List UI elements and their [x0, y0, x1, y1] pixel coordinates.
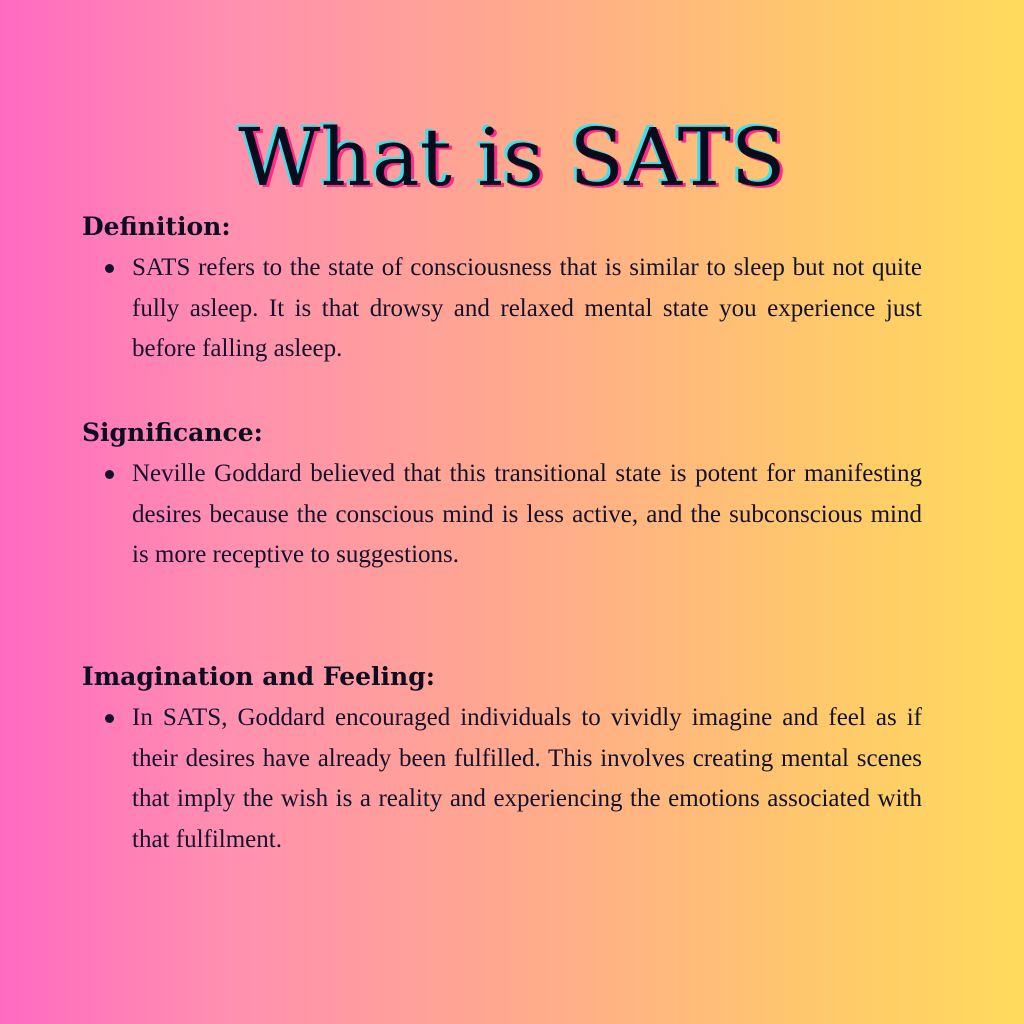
bullet-text: In SATS, Goddard encouraged individuals to vividly imagine and feel as if their desires have already been fulfilled. This involves creating mental scenes that imply the wish is a reality and experiencing the emotions associated with that fulfilment. — [132, 704, 922, 853]
section-heading: Significance: — [82, 418, 263, 447]
section-definition — [82, 212, 922, 370]
section-significance — [82, 418, 922, 576]
bullet-dot-icon — [105, 470, 114, 479]
section-heading: Definition: — [82, 212, 231, 241]
bullet-dot-icon — [105, 714, 114, 723]
section-imagination-feeling — [82, 662, 922, 860]
bullet-text: SATS refers to the state of consciousness that is similar to sleep but not quite fully asleep. It is that drowsy and relaxed mental state you experience just before falling asleep. — [132, 254, 922, 362]
page-title: What is SATS — [238, 111, 786, 204]
bullet-item — [132, 454, 922, 576]
bullet-text: Neville Goddard believed that this transitional state is potent for manifesting desires because the conscious mind is less active, and the subconscious mind is more receptive to suggestions. — [132, 460, 922, 568]
bullet-dot-icon — [105, 264, 114, 273]
bullet-item — [132, 698, 922, 860]
bullet-item — [132, 248, 922, 370]
section-heading: Imagination and Feeling: — [82, 662, 435, 691]
